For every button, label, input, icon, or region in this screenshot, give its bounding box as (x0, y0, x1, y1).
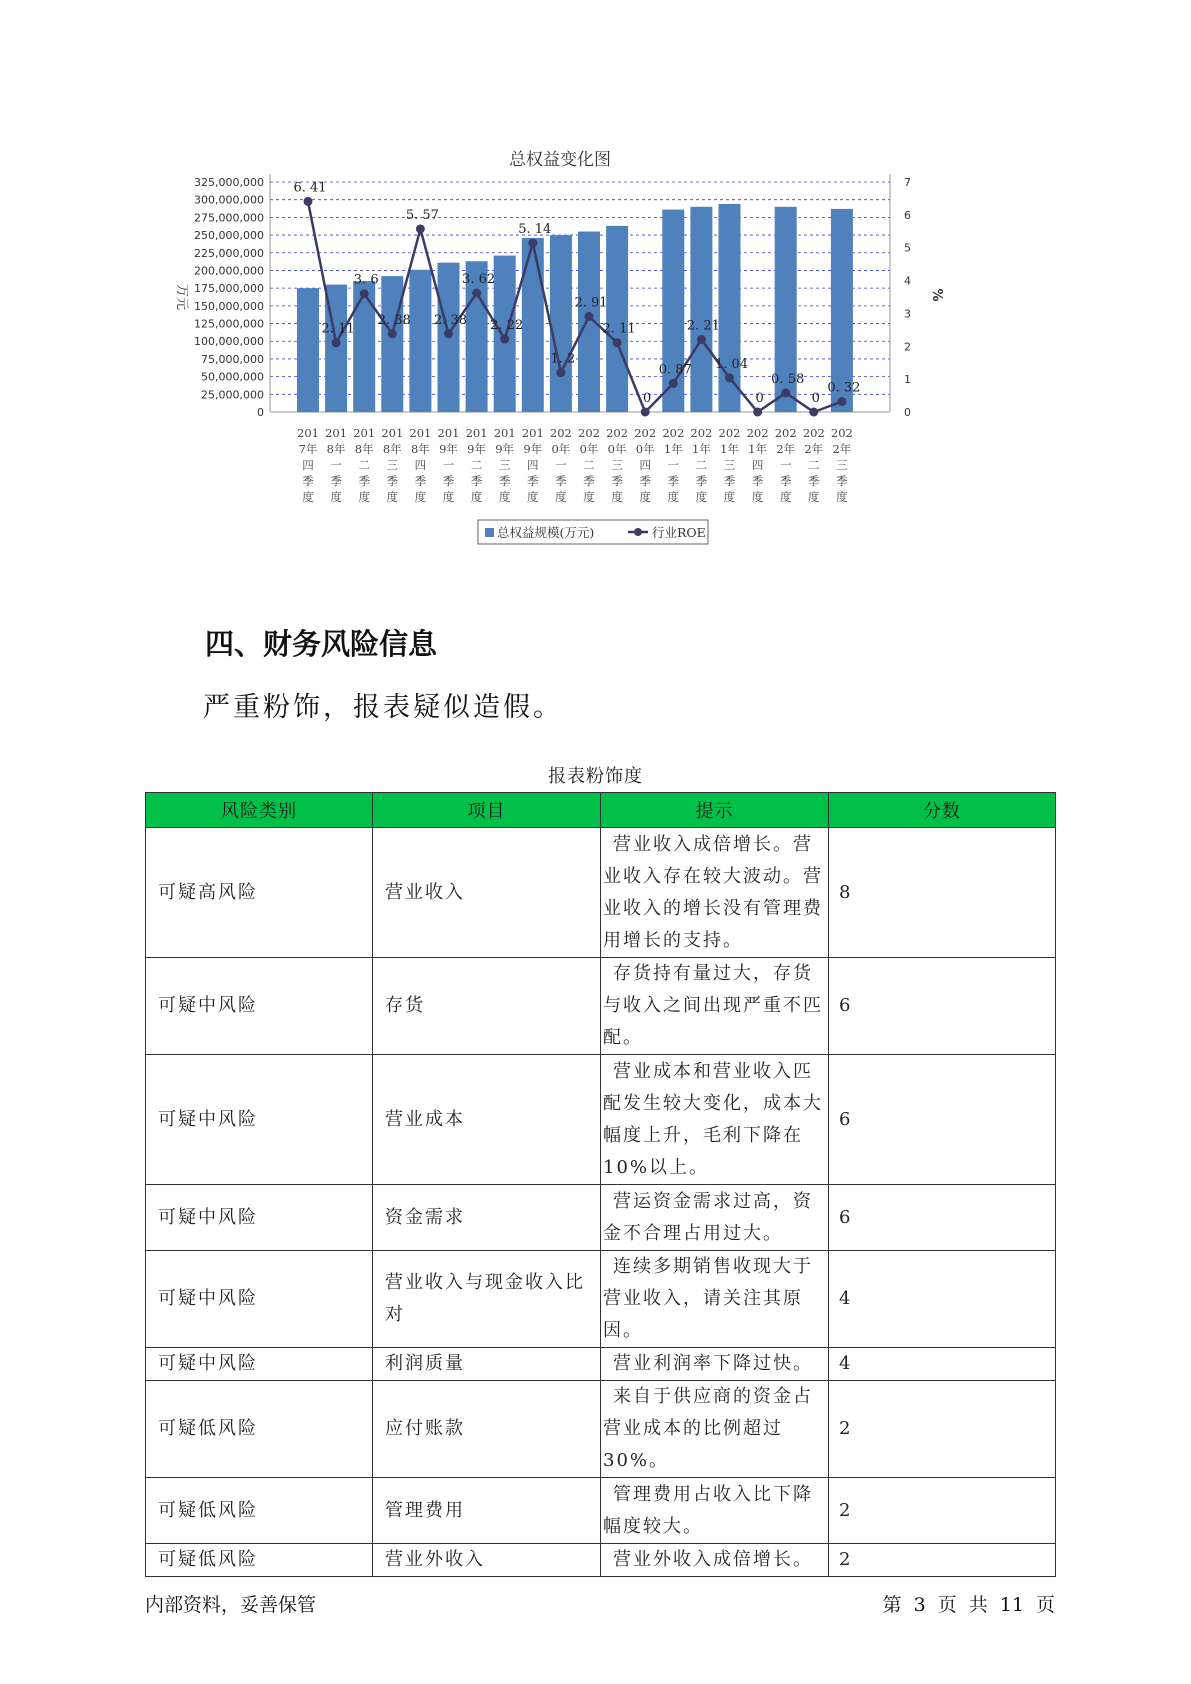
x-tick-label: 二 (808, 458, 820, 472)
table-row (146, 828, 1056, 958)
cell-hint: 营业利润率下降过快。 (601, 1348, 829, 1381)
x-tick-label: 1年 (691, 442, 711, 456)
roe-point (809, 408, 818, 417)
cell-score: 6 (829, 1055, 1056, 1185)
chart-title: 总权益变化图 (509, 150, 611, 170)
bar (606, 226, 628, 412)
roe-point (528, 239, 537, 248)
cell-category: 可疑中风险 (146, 1055, 373, 1185)
x-tick-label: 202 (774, 426, 797, 440)
x-tick-label: 季 (527, 474, 539, 488)
left-tick-label: 300,000,000 (194, 193, 264, 207)
bar (409, 270, 431, 412)
roe-point (500, 335, 509, 344)
bar (297, 288, 319, 412)
x-tick-label: 四 (751, 458, 764, 472)
x-tick-label: 202 (549, 426, 572, 440)
x-tick-label: 202 (690, 426, 713, 440)
x-tick-label: 季 (611, 474, 623, 488)
x-tick-label: 度 (808, 490, 820, 504)
x-tick-label: 度 (555, 490, 567, 504)
x-tick-label: 四 (639, 458, 651, 472)
x-tick-label: 季 (330, 474, 342, 488)
x-tick-label: 9年 (467, 442, 487, 456)
x-tick-label: 201 (353, 426, 376, 440)
left-tick-label: 225,000,000 (194, 246, 264, 260)
equity-chart (160, 135, 960, 595)
x-tick-label: 二 (470, 458, 483, 472)
roe-data-label: 0. 58 (771, 371, 805, 387)
risk-summary: 严重粉饰，报表疑似造假。 (203, 692, 563, 723)
x-tick-label: 度 (302, 490, 314, 504)
cell-score: 6 (829, 1185, 1056, 1251)
roe-point (388, 329, 397, 338)
cell-category: 可疑中风险 (146, 1251, 373, 1348)
right-tick-label: 1 (904, 373, 911, 387)
x-tick-label: 度 (723, 490, 736, 504)
x-tick-label: 季 (555, 474, 567, 488)
x-tick-label: 度 (779, 490, 792, 504)
roe-data-label: 0 (811, 391, 820, 406)
x-tick-label: 一 (779, 458, 792, 472)
roe-point (697, 335, 706, 344)
cell-score: 6 (829, 958, 1056, 1055)
x-tick-label: 201 (297, 426, 319, 440)
roe-data-label: 5. 57 (405, 207, 439, 223)
right-tick-label: 2 (904, 340, 911, 354)
roe-data-label: 0 (643, 391, 652, 406)
cell-score: 4 (829, 1348, 1056, 1381)
table-row (146, 1478, 1056, 1544)
legend-line-label: 行业ROE (652, 525, 706, 540)
roe-point (613, 338, 622, 347)
roe-point (304, 197, 313, 206)
roe-point (585, 312, 594, 321)
roe-point (781, 388, 790, 397)
header-item: 项目 (373, 793, 601, 828)
x-tick-label: 0年 (635, 442, 655, 456)
x-tick-label: 度 (611, 490, 623, 504)
x-tick-label: 202 (662, 426, 685, 440)
roe-point (837, 397, 846, 406)
cell-item: 营业外收入 (373, 1544, 601, 1577)
x-tick-label: 0年 (551, 442, 571, 456)
x-tick-label: 度 (667, 490, 680, 504)
cell-score: 2 (829, 1381, 1056, 1478)
roe-data-label: 3. 62 (462, 272, 496, 288)
roe-data-label: 2. 22 (490, 318, 524, 334)
cell-category: 可疑低风险 (146, 1478, 373, 1544)
x-tick-label: 202 (718, 426, 741, 440)
footer-page-number: 第 3 页 共 11 页 (882, 1594, 1055, 1616)
roe-data-label: 1. 2 (550, 351, 576, 367)
table-header-row (146, 793, 1056, 828)
cell-score: 8 (829, 828, 1056, 958)
table-row (146, 1544, 1056, 1577)
header-category: 风险类别 (146, 793, 373, 828)
right-tick-label: 3 (904, 307, 911, 321)
cell-item: 营业收入 (373, 828, 601, 958)
right-tick-label: 7 (904, 176, 911, 189)
roe-point (556, 368, 565, 377)
roe-data-label: 5. 14 (518, 222, 552, 238)
cell-item: 资金需求 (373, 1185, 601, 1251)
x-tick-label: 0年 (607, 442, 627, 456)
x-tick-label: 度 (330, 490, 342, 504)
equity-chart-svg (160, 135, 960, 595)
right-tick-label: 6 (904, 208, 911, 222)
cell-item: 存货 (373, 958, 601, 1055)
x-tick-label: 三 (836, 458, 848, 472)
left-tick-label: 25,000,000 (201, 388, 264, 402)
x-tick-label: 二 (695, 458, 708, 472)
roe-data-label: 0 (755, 391, 764, 406)
roe-point (360, 289, 369, 298)
x-tick-label: 度 (527, 490, 539, 504)
x-tick-label: 201 (521, 426, 544, 440)
table-caption: 报表粉饰度 (548, 766, 643, 787)
x-tick-label: 季 (639, 474, 651, 488)
bar (494, 256, 516, 412)
header-score: 分数 (829, 793, 1056, 828)
table-row (146, 1381, 1056, 1478)
x-tick-label: 季 (358, 474, 370, 488)
roe-point (444, 329, 453, 338)
cell-category: 可疑低风险 (146, 1381, 373, 1478)
left-tick-label: 50,000,000 (201, 370, 264, 384)
right-axis-title: % (929, 288, 944, 302)
x-tick-label: 度 (639, 490, 651, 504)
roe-data-label: 3. 6 (353, 272, 379, 288)
x-tick-label: 202 (830, 426, 853, 440)
x-tick-label: 2年 (804, 442, 824, 456)
legend-line-marker (634, 528, 642, 536)
x-tick-label: 四 (527, 458, 539, 472)
x-tick-label: 201 (493, 426, 516, 440)
x-tick-label: 2年 (832, 442, 852, 456)
x-tick-label: 201 (325, 426, 348, 440)
cell-score: 2 (829, 1544, 1056, 1577)
x-tick-label: 一 (555, 458, 567, 472)
x-tick-label: 9年 (495, 442, 515, 456)
bar (578, 232, 600, 412)
left-tick-label: 100,000,000 (194, 335, 264, 349)
x-tick-label: 201 (465, 426, 488, 440)
x-tick-label: 度 (470, 490, 483, 504)
left-tick-label: 175,000,000 (194, 282, 264, 296)
roe-point (472, 289, 481, 298)
cell-item: 管理费用 (373, 1478, 601, 1544)
x-tick-label: 202 (578, 426, 600, 440)
x-tick-label: 三 (611, 458, 623, 472)
cell-hint: 营业收入成倍增长。营业收入存在较大波动。营业收入的增长没有管理费用增长的支持。 (601, 828, 829, 958)
cell-item: 营业收入与现金收入比对 (373, 1251, 601, 1348)
x-tick-label: 一 (442, 458, 455, 472)
cell-hint: 来自于供应商的资金占营业成本的比例超过30%。 (601, 1381, 829, 1478)
x-tick-label: 季 (498, 474, 511, 488)
roe-data-label: 2. 91 (574, 295, 608, 311)
left-tick-label: 250,000,000 (194, 229, 264, 243)
roe-data-label: 2. 11 (602, 321, 636, 337)
x-tick-label: 季 (667, 474, 680, 488)
cell-score: 4 (829, 1251, 1056, 1348)
roe-data-label: 2. 38 (433, 312, 468, 328)
x-tick-label: 2年 (776, 442, 796, 456)
x-tick-label: 202 (606, 426, 629, 440)
right-tick-label: 5 (904, 241, 911, 255)
cell-item: 营业成本 (373, 1055, 601, 1185)
x-tick-label: 季 (386, 474, 399, 488)
x-tick-label: 度 (386, 490, 399, 504)
cell-category: 可疑中风险 (146, 1348, 373, 1381)
roe-data-label: 2. 21 (686, 318, 720, 334)
x-tick-label: 度 (442, 490, 455, 504)
left-tick-label: 200,000,000 (194, 264, 264, 278)
left-tick-label: 325,000,000 (194, 176, 264, 189)
cell-hint: 营业成本和营业收入匹配发生较大变化，成本大幅度上升，毛利下降在10%以上。 (601, 1055, 829, 1185)
roe-point (641, 408, 650, 417)
x-tick-label: 一 (330, 458, 342, 472)
x-tick-label: 201 (409, 426, 432, 440)
roe-data-label: 0. 32 (827, 380, 861, 396)
x-tick-label: 季 (414, 474, 427, 488)
left-tick-label: 0 (257, 406, 264, 419)
table-row (146, 1055, 1056, 1185)
x-tick-label: 8年 (354, 442, 374, 456)
cell-hint: 营业外收入成倍增长。 (601, 1544, 829, 1577)
x-tick-label: 202 (802, 426, 825, 440)
cell-hint: 营运资金需求过高，资金不合理占用过大。 (601, 1185, 829, 1251)
x-tick-label: 季 (751, 474, 764, 488)
x-tick-label: 季 (836, 474, 848, 488)
x-tick-label: 二 (583, 458, 595, 472)
x-tick-label: 0年 (579, 442, 599, 456)
left-axis-title: 万元 (174, 283, 189, 311)
roe-data-label: 6. 41 (293, 180, 327, 196)
x-tick-label: 季 (723, 474, 736, 488)
legend-bar-label: 总权益规模(万元) (497, 525, 595, 540)
x-tick-label: 201 (437, 426, 460, 440)
x-tick-label: 季 (583, 474, 595, 488)
cell-item: 利润质量 (373, 1348, 601, 1381)
x-tick-label: 季 (695, 474, 708, 488)
x-tick-label: 9年 (439, 442, 458, 456)
x-tick-label: 季 (302, 474, 314, 488)
x-tick-label: 度 (414, 490, 427, 504)
x-tick-label: 7年 (298, 442, 318, 456)
table-row (146, 958, 1056, 1055)
x-tick-label: 二 (358, 458, 370, 472)
x-tick-label: 三 (498, 458, 511, 472)
cell-item: 应付账款 (373, 1381, 601, 1478)
legend-bar-swatch (485, 528, 494, 537)
roe-data-label: 0. 87 (658, 362, 692, 378)
table-row (146, 1251, 1056, 1348)
x-tick-label: 9年 (523, 442, 543, 456)
table-row (146, 1348, 1056, 1381)
x-tick-label: 202 (634, 426, 657, 440)
cell-category: 可疑中风险 (146, 1185, 373, 1251)
cell-category: 可疑高风险 (146, 828, 373, 958)
x-tick-label: 季 (808, 474, 820, 488)
left-tick-label: 150,000,000 (194, 299, 264, 313)
x-tick-label: 度 (836, 490, 848, 504)
x-tick-label: 季 (470, 474, 483, 488)
x-tick-label: 8年 (382, 442, 402, 456)
x-tick-label: 8年 (410, 442, 430, 456)
left-tick-label: 275,000,000 (194, 211, 264, 225)
right-tick-label: 4 (904, 274, 911, 288)
x-tick-label: 1年 (663, 442, 683, 456)
risk-table (145, 792, 1056, 1577)
cell-hint: 连续多期销售收现大于营业收入，请关注其原因。 (601, 1251, 829, 1348)
bar (353, 281, 375, 412)
x-tick-label: 四 (414, 458, 427, 472)
bar (550, 235, 572, 412)
left-tick-label: 75,000,000 (201, 352, 264, 366)
header-hint: 提示 (601, 793, 829, 828)
bar (381, 276, 403, 412)
x-tick-label: 202 (746, 426, 769, 440)
cell-category: 可疑低风险 (146, 1544, 373, 1577)
x-tick-label: 度 (498, 490, 511, 504)
section-heading: 四、财务风险信息 (205, 627, 438, 661)
x-tick-label: 201 (381, 426, 404, 440)
cell-category: 可疑中风险 (146, 958, 373, 1055)
table-row (146, 1185, 1056, 1251)
roe-data-label: 1. 04 (714, 356, 749, 372)
x-tick-label: 三 (723, 458, 736, 472)
footer-note: 内部资料，妥善保管 (145, 1594, 317, 1616)
x-tick-label: 1年 (720, 442, 739, 456)
left-tick-label: 125,000,000 (194, 317, 264, 331)
x-tick-label: 度 (358, 490, 370, 504)
x-tick-label: 度 (751, 490, 764, 504)
x-tick-label: 季 (779, 474, 792, 488)
x-tick-label: 三 (386, 458, 399, 472)
bar (522, 238, 544, 412)
x-tick-label: 季 (442, 474, 455, 488)
roe-point (332, 338, 341, 347)
x-tick-label: 8年 (326, 442, 346, 456)
roe-point (669, 379, 678, 388)
x-tick-label: 四 (302, 458, 314, 472)
bar (690, 207, 712, 412)
x-tick-label: 1年 (748, 442, 768, 456)
x-tick-label: 度 (583, 490, 595, 504)
roe-point (725, 373, 734, 382)
cell-hint: 存货持有量过大，存货与收入之间出现严重不匹配。 (601, 958, 829, 1055)
roe-data-label: 2. 38 (377, 312, 411, 328)
roe-point (753, 408, 762, 417)
x-tick-label: 度 (695, 490, 708, 504)
roe-point (416, 224, 425, 233)
right-tick-label: 0 (904, 406, 911, 419)
x-tick-label: 一 (667, 458, 680, 472)
roe-data-label: 2. 11 (321, 321, 355, 337)
cell-score: 2 (829, 1478, 1056, 1544)
cell-hint: 管理费用占收入比下降幅度较大。 (601, 1478, 829, 1544)
